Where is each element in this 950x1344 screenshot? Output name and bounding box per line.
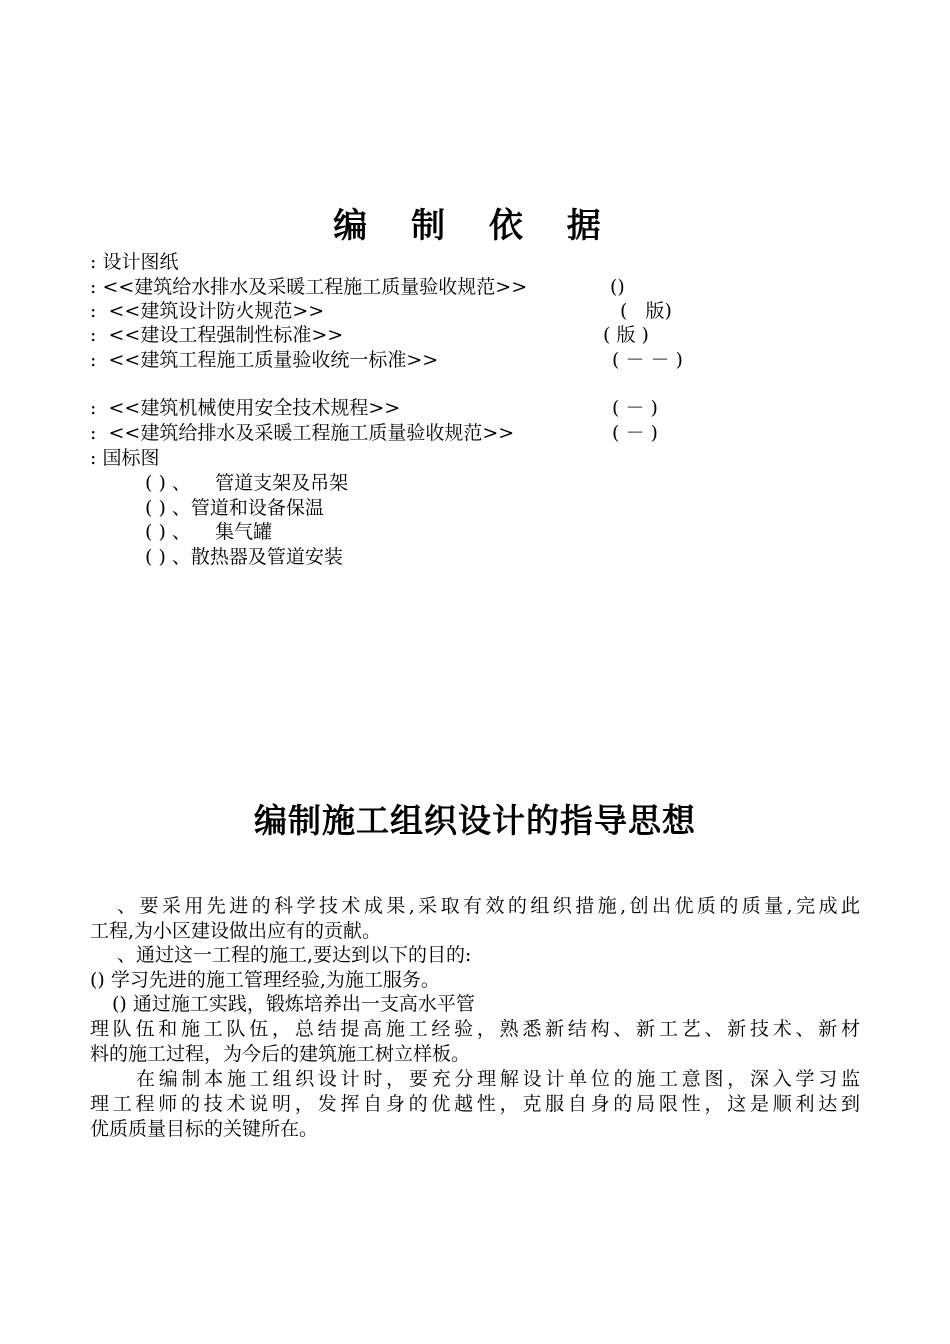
basis-title: 编 制 依 据 <box>333 206 617 246</box>
basis-item-6: : <<建筑机械使用安全技术规程>> <box>90 397 401 419</box>
basis-item-3: : <<建筑设计防火规范>> <box>90 300 325 322</box>
basis-item-6-edition: ( － ) <box>612 397 658 419</box>
standard-drawing-3: ( ) 、 集气罐 <box>145 521 273 543</box>
basis-item-2-edition: () <box>610 276 625 298</box>
paragraph-1-line-1: 、要采用先进的科学技术成果,采取有效的组织措施,创出优质的质量,完成此 <box>117 895 860 917</box>
basis-item-3-edition: ( 版) <box>620 300 672 322</box>
paragraph-4-line-2: 理队伍和施工队伍，总结提高施工经验，熟悉新结构、新工艺、新技术、新材 <box>90 1018 860 1040</box>
basis-item-4: : <<建设工程强制性标准>> <box>90 324 344 346</box>
basis-item-2: : <<建筑给水排水及采暖工程施工质量验收规范>> <box>90 276 528 298</box>
paragraph-5-line-3: 优质质量目标的关键所在。 <box>90 1118 319 1140</box>
paragraph-4-line-1: () 通过施工实践，锻炼培养出一支高水平管 <box>112 993 475 1015</box>
paragraph-2: 、通过这一工程的施工,要达到以下的目的: <box>117 944 472 966</box>
paragraph-4-line-3: 料的施工过程，为今后的建筑施工树立样板。 <box>90 1043 471 1065</box>
standard-drawing-2: ( ) 、管道和设备保温 <box>145 497 324 519</box>
basis-item-7: : <<建筑给排水及采暖工程施工质量验收规范>> <box>90 422 515 444</box>
standard-drawing-1: ( ) 、 管道支架及吊架 <box>145 472 349 494</box>
basis-item-4-edition: ( 版 ) <box>603 324 649 346</box>
paragraph-5-line-2: 理工程师的技术说明，发挥自身的优越性，克服自身的局限性，这是顺利达到 <box>90 1093 860 1115</box>
paragraph-1-line-2: 工程,为小区建设做出应有的贡献。 <box>90 920 382 942</box>
basis-item-8: : 国标图 <box>90 447 160 469</box>
basis-item-7-edition: ( － ) <box>612 422 658 444</box>
basis-item-5: : <<建筑工程施工质量验收统一标准>> <box>90 349 439 371</box>
guiding-ideas-title: 编制施工组织设计的指导思想 <box>254 801 696 840</box>
basis-item-1: : 设计图纸 <box>90 251 179 273</box>
paragraph-3: () 学习先进的施工管理经验,为施工服务。 <box>90 969 440 991</box>
paragraph-5-line-1: 在编制本施工组织设计时，要充分理解设计单位的施工意图，深入学习监 <box>136 1068 860 1090</box>
standard-drawing-4: ( ) 、散热器及管道安装 <box>145 546 343 568</box>
basis-item-5-edition: ( － － ) <box>612 349 683 371</box>
